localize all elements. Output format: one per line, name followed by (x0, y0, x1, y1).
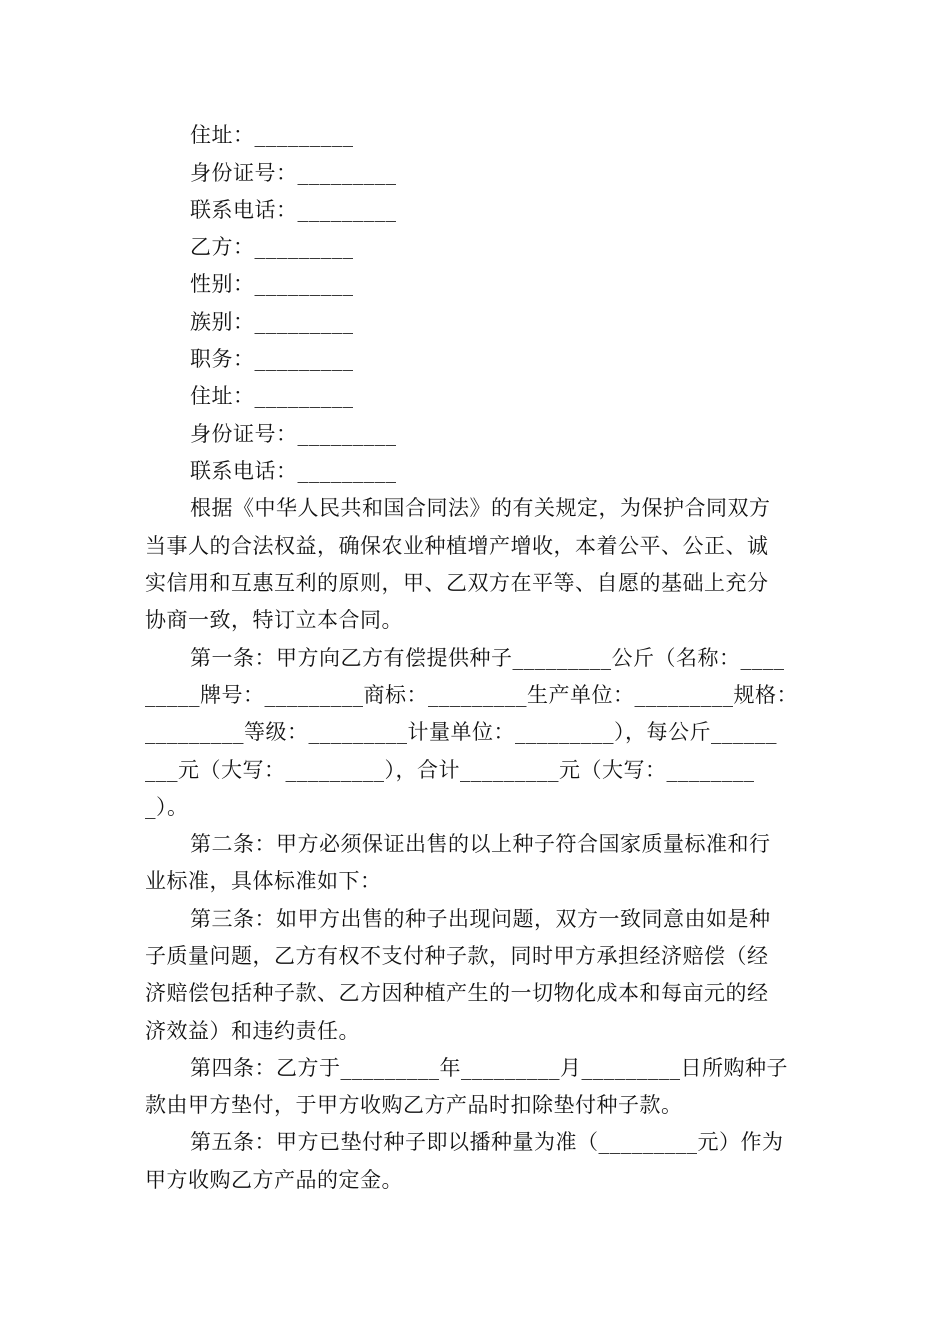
article-1-line: _________等级：_________计量单位：_________），每公斤______ (145, 720, 777, 744)
party-b-address: 住址：_________ (190, 384, 354, 408)
article-1-line: _____牌号：_________商标：_________生产单位：_________规格： (145, 683, 798, 707)
party-a-id-number: 身份证号：_________ (190, 161, 397, 185)
preamble-line: 实信用和互惠互利的原则，甲、乙双方在平等、自愿的基础上充分 (145, 571, 769, 595)
article-1-line: ___元（大写：_________），合计_________元（大写：________ (145, 758, 755, 782)
preamble-line: 协商一致，特订立本合同。 (145, 608, 403, 632)
preamble-line: 根据《中华人民共和国合同法》的有关规定，为保护合同双方 (190, 496, 771, 520)
party-b-id-number: 身份证号：_________ (190, 422, 397, 446)
article-5-line: 甲方收购乙方产品的定金。 (145, 1168, 403, 1192)
party-b-gender: 性别：_________ (190, 272, 354, 296)
article-3-line: 第三条：如甲方出售的种子出现问题，双方一致同意由如是种 (190, 907, 771, 931)
article-2-line: 业标准，具体标准如下： (145, 869, 382, 893)
party-a-address: 住址：_________ (190, 123, 354, 147)
article-5-line: 第五条：甲方已垫付种子即以播种量为准（_________元）作为 (190, 1130, 784, 1154)
preamble-line: 当事人的合法权益，确保农业种植增产增收，本着公平、公正、诚 (145, 534, 769, 558)
article-3-line: 济效益）和违约责任。 (145, 1019, 360, 1043)
party-b-name: 乙方：_________ (190, 235, 354, 259)
article-2-line: 第二条：甲方必须保证出售的以上种子符合国家质量标准和行 (190, 832, 771, 856)
party-b-ethnicity: 族别：_________ (190, 310, 354, 334)
party-b-position: 职务：_________ (190, 347, 354, 371)
article-4-line: 第四条：乙方于_________年_________月_________日所购种子 (190, 1056, 788, 1080)
article-1-line: 第一条：甲方向乙方有偿提供种子_________公斤（名称：____ (190, 646, 785, 670)
article-1-line: _）。 (145, 795, 189, 819)
party-a-phone: 联系电话：_________ (190, 198, 397, 222)
article-4-line: 款由甲方垫付，于甲方收购乙方产品时扣除垫付种子款。 (145, 1093, 683, 1117)
party-b-phone: 联系电话：_________ (190, 459, 397, 483)
article-3-line: 子质量问题，乙方有权不支付种子款，同时甲方承担经济赔偿（经 (145, 944, 769, 968)
article-3-line: 济赔偿包括种子款、乙方因种植产生的一切物化成本和每亩元的经 (145, 981, 769, 1005)
